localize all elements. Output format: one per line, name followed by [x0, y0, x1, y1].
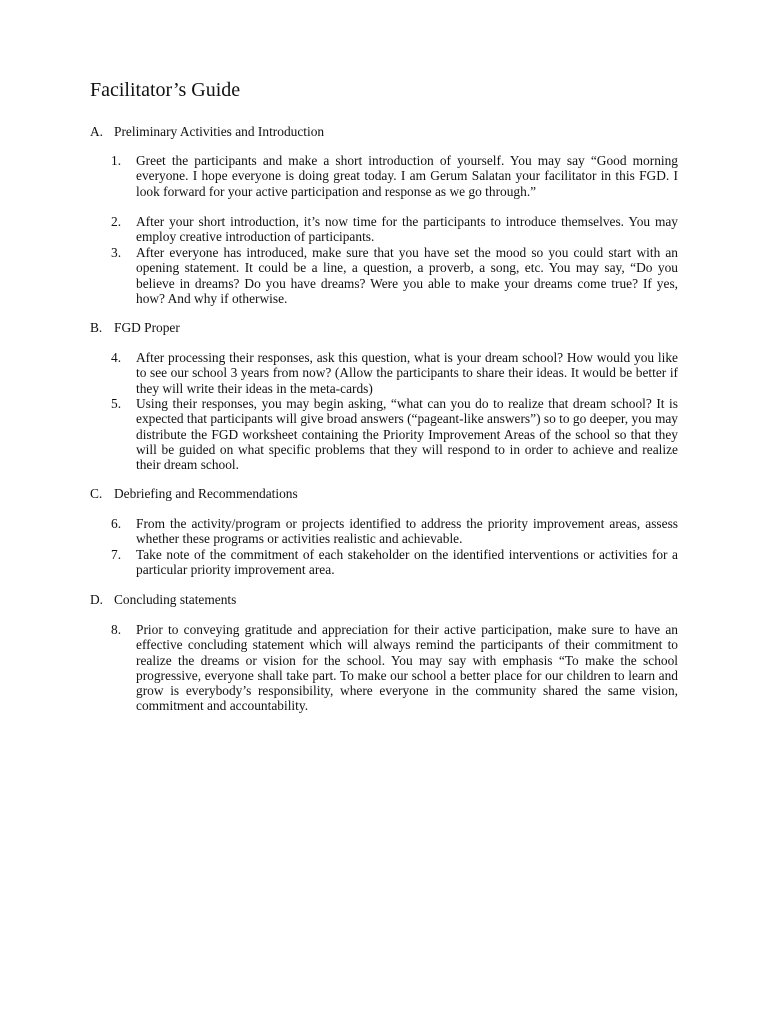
list-item — [111, 622, 678, 714]
list-item — [111, 214, 678, 245]
section-heading-c — [90, 486, 298, 502]
item-text: Take note of the commitment of each stakeholder on the identified interventions or activities for a particular priority improvement area. — [136, 547, 678, 578]
item-number: 3. — [111, 245, 122, 260]
item-text: Using their responses, you may begin asking, “what can you do to realize that dream school? It is expected that participants will give broad answers (“pageant-like answers”) so to go deeper, you may distribute the FGD worksheet containing the Priority Improvement Areas of the school so that they will be guided on what specific problems that they will respond to in order to achieve and realize their dream school. — [136, 396, 678, 473]
item-number: 8. — [111, 622, 122, 637]
item-text: After processing their responses, ask this question, what is your dream school? How would you like to see our school 3 years from now? (Allow the participants to share their ideas. It would be better if they will write their ideas in the meta-cards) — [136, 350, 678, 396]
list-item — [111, 350, 678, 396]
item-text: After everyone has introduced, make sure that you have set the mood so you could start with an opening statement. It could be a line, a question, a proverb, a song, etc. You may say, “Do you believe in dreams? Do you have dreams? Were you able to make your dreams come true? If yes, how? And why if otherwise. — [136, 245, 678, 306]
item-number: 1. — [111, 153, 122, 168]
section-title: Concluding statements — [114, 592, 237, 607]
item-text: Greet the participants and make a short introduction of yourself. You may say “Good morning everyone. I hope everyone is doing great today. I am Gerum Salatan your facilitator in this FGD. I look forward for your active participation and response as we go through.” — [136, 153, 678, 199]
section-title: Debriefing and Recommendations — [114, 486, 298, 501]
list-item — [111, 516, 678, 547]
page-title: Facilitator’s Guide — [90, 79, 241, 101]
section-heading-a — [90, 124, 324, 140]
item-text: From the activity/program or projects identified to address the priority improvement areas, assess whether these programs or activities realistic and achievable. — [136, 516, 678, 547]
section-letter: D. — [90, 592, 104, 607]
item-number: 4. — [111, 350, 122, 365]
list-item — [111, 153, 678, 199]
item-number: 6. — [111, 516, 122, 531]
section-heading-d — [90, 592, 236, 608]
list-item — [111, 245, 678, 306]
section-heading-b — [90, 320, 180, 336]
section-title: FGD Proper — [114, 320, 180, 335]
section-title: Preliminary Activities and Introduction — [114, 124, 325, 139]
list-item — [111, 396, 678, 472]
section-letter: A. — [90, 124, 104, 139]
section-letter: B. — [90, 320, 103, 335]
item-number: 5. — [111, 396, 122, 411]
item-number: 7. — [111, 547, 122, 562]
list-item — [111, 547, 678, 578]
section-letter: C. — [90, 486, 103, 501]
item-text: After your short introduction, it’s now time for the participants to introduce themselves. You may employ creative introduction of participants. — [136, 214, 678, 245]
item-number: 2. — [111, 214, 122, 229]
item-text: Prior to conveying gratitude and appreciation for their active participation, make sure to have an effective concluding statement which will always remind the participants of their commitment to realize the dreams or vision for the school. You may say with emphasis “To make the school progressive, everyone shall take part. To make our school a better place for our children to learn and grow is everybody’s responsibility, where everyone in the community shared the same vision, commitment and accountability. — [136, 622, 678, 714]
